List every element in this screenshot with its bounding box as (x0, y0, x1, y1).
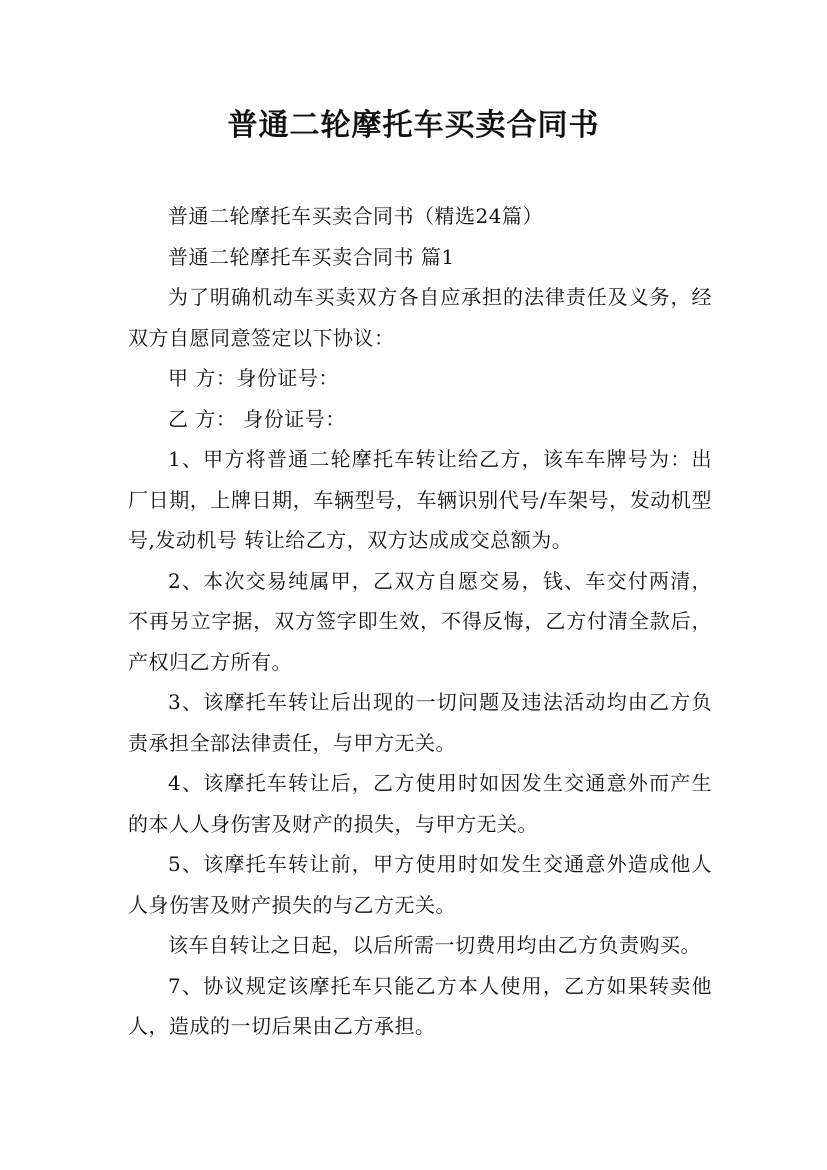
document-title: 普通二轮摩托车买卖合同书 (227, 108, 600, 143)
paragraph-clause-3: 3、该摩托车转让后出现的一切问题及违法活动均由乙方负责承担全部法律责任，与甲方无关。 (128, 690, 712, 755)
document-body (128, 196, 712, 1047)
paragraph-clause-7: 7、协议规定该摩托车只能乙方本人使用，乙方如果转卖他人，造成的一切后果由乙方承担。 (128, 973, 712, 1038)
paragraph-section-heading: 普通二轮摩托车买卖合同书 篇1 (168, 244, 455, 269)
paragraph-clause-1: 1、甲方将普通二轮摩托车转让给乙方，该车车牌号为：出厂日期，上牌日期，车辆型号，车辆识别代号/车架号，发动机型号,发动机号 转让给乙方，双方达成成交总额为。 (128, 447, 712, 552)
paragraph-party-a: 甲 方：身份证号： (168, 366, 339, 390)
paragraph-clause-6: 该车自转让之日起，以后所需一切费用均由乙方负责购买。 (168, 933, 701, 957)
paragraph-clause-2: 2、本次交易纯属甲，乙双方自愿交易，钱、车交付两清，不再另立字据，双方签字即生效，不得反悔，乙方付清全款后，产权归乙方所有。 (128, 568, 712, 674)
paragraph-subtitle: 普通二轮摩托车买卖合同书（精选24篇） (168, 204, 543, 228)
paragraph-clause-4: 4、该摩托车转让后，乙方使用时如因发生交通意外而产生的本人人身伤害及财产的损失，与甲方无关。 (128, 771, 712, 836)
paragraph-party-b: 乙 方： 身份证号： (168, 406, 346, 431)
paragraph-intro: 为了明确机动车买卖双方各自应承担的法律责任及义务，经双方自愿同意签定以下协议： (128, 285, 712, 350)
paragraph-clause-5: 5、该摩托车转让前，甲方使用时如发生交通意外造成他人人身伤害及财产损失的与乙方无关。 (128, 852, 712, 917)
